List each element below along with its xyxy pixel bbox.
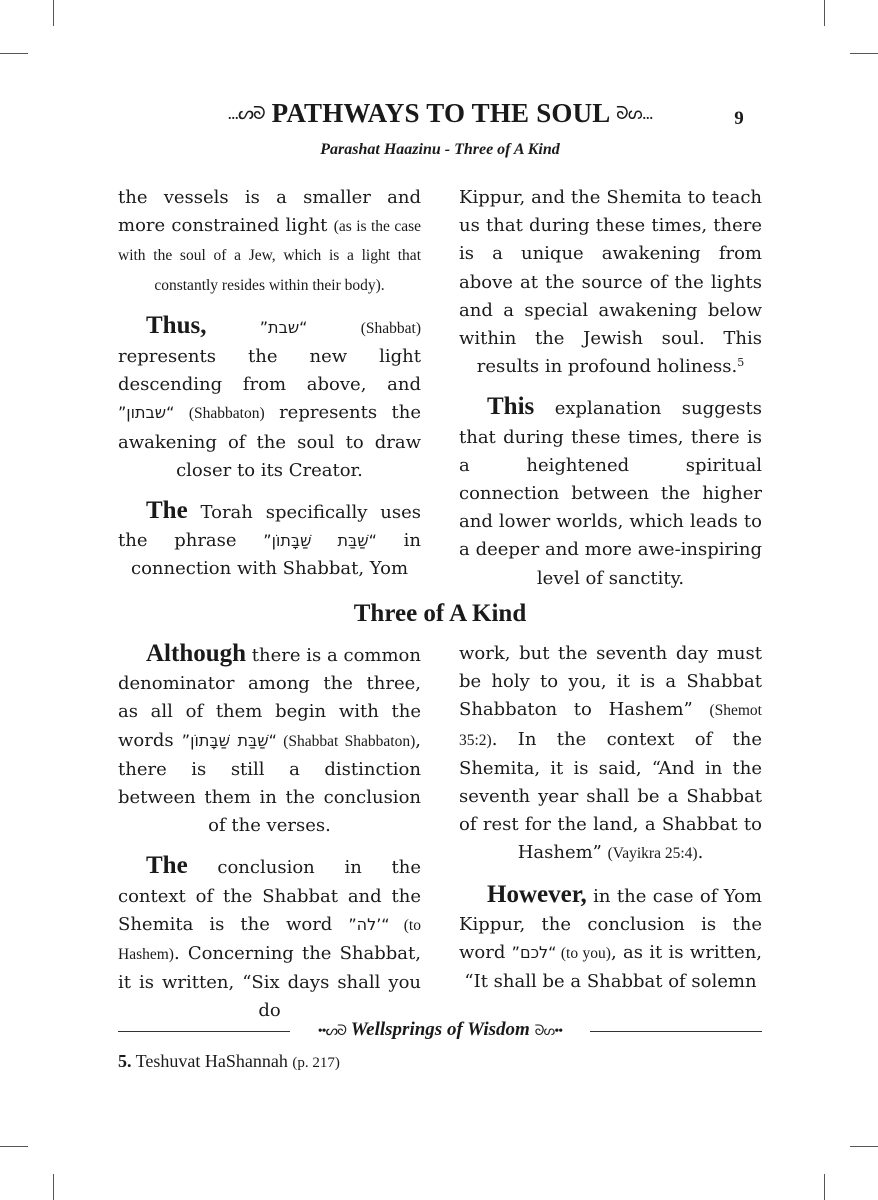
footnote-marker: 5 [737, 356, 745, 370]
paragraph: The Torah specifically uses the phrase ”שַׁבַּת שַׁבָּתוֹן“ in connection with Shabbat, Yom [118, 497, 422, 580]
paragraph: The conclusion in the context of the Shabbat and the Shemita is the word ”לה’“ (to Hashem). Concerning the Shabbat, it is written, “Six days shall you do [118, 852, 421, 1022]
crop-mark [824, 1174, 825, 1200]
hebrew-text: ”שבת“ [259, 317, 308, 337]
lead-word: The [146, 852, 188, 880]
section-heading: Three of A Kind [353, 600, 527, 627]
lead-word: However, [487, 880, 587, 908]
crop-mark [0, 1146, 28, 1147]
chapter-subtitle: Parashat Haazinu - Three of A Kind [320, 141, 560, 158]
crop-mark [53, 1174, 54, 1200]
footer-label [290, 1019, 590, 1041]
paragraph: Thus, ”שבת“ (Shabbat) represents the new light descending from above, and ”שבתון“ (Shabbaton) represents the awakening of the soul to draw closer to its Creator. [118, 311, 421, 481]
paragraph: Although there is a common denominator among the three, as all of them begin with the words ”שַׁבַּת שַׁבָּתוֹן“ (Shabbat Shabbaton), there is still a distinction between them in the conclusion of the verses. [118, 640, 421, 837]
footnote [118, 1051, 762, 1072]
hebrew-text: ”שבתון“ [118, 403, 175, 423]
lead-word: This [487, 393, 535, 421]
footnote-number: 5. [118, 1051, 132, 1071]
lead-word: Thus, [146, 311, 207, 339]
crop-mark [850, 1146, 878, 1147]
page-number: 9 [734, 108, 744, 129]
book-title: PATHWAYS TO THE SOUL [271, 98, 610, 128]
lead-word: Although [146, 640, 247, 667]
footnote-text: Teshuvat HaShannah [131, 1051, 293, 1071]
bottom-right-column [459, 640, 762, 1008]
ornament-right-icon: ᘐᔕ•• [534, 1024, 563, 1039]
footer-title: Wellsprings of Wisdom [350, 1019, 530, 1040]
top-right-column [459, 184, 762, 605]
ornament-left-icon: ...ᔕᘐ [227, 103, 265, 123]
hebrew-text: ”שַׁבַּת שַׁבָּתוֹן“ [181, 730, 277, 750]
crop-mark [824, 0, 825, 26]
hebrew-text: ”לה’“ [348, 914, 390, 934]
ornament-left-icon: ••ᔕᘐ [317, 1024, 346, 1039]
paragraph: This explanation suggests that during these times, there is a heightened spiritual connection between the higher and lower worlds, which leads to a deeper and more awe-inspiring level of sanctity. [459, 393, 762, 589]
footnote-ref: (p. 217) [292, 1055, 340, 1071]
lead-word: The [146, 497, 188, 525]
paragraph: the vessels is a smaller and more constrained light (as is the case with the soul of a Jew, which is a light that constantly resides within their body). [118, 187, 421, 294]
paragraph: Kippur, and the Shemita to teach us that during these times, there is a unique awakening from above at the source of the lights and a special awakening below within the Jewish soul. This results in profound holiness.$^5$ [459, 187, 762, 378]
crop-mark [850, 53, 878, 54]
running-head [118, 98, 762, 132]
hebrew-text: ”שַׁבַּת שַׁבָּתוֹן“ [263, 531, 377, 551]
crop-mark [53, 0, 54, 26]
bottom-left-column [118, 640, 421, 1038]
paragraph: However, in the case of Yom Kippur, the conclusion is the word ”לכם“ (to you), as it is written, “It shall be a Shabbat of solemn [459, 880, 763, 993]
crop-mark [0, 53, 28, 54]
paragraph: work, but the seventh day must be holy to you, it is a Shabbat Shabbaton to Hashem” (Shemot 35:2). In the context of the Shemita, it is said, “And in the seventh year shall be a Shabbat of rest for the land, a Shabbat to Hashem” (Vayikra 25:4). [459, 643, 762, 864]
top-left-column [118, 184, 421, 596]
ornament-right-icon: ᘐᔕ... [615, 103, 653, 123]
hebrew-text: ”לכם“ [511, 943, 557, 963]
